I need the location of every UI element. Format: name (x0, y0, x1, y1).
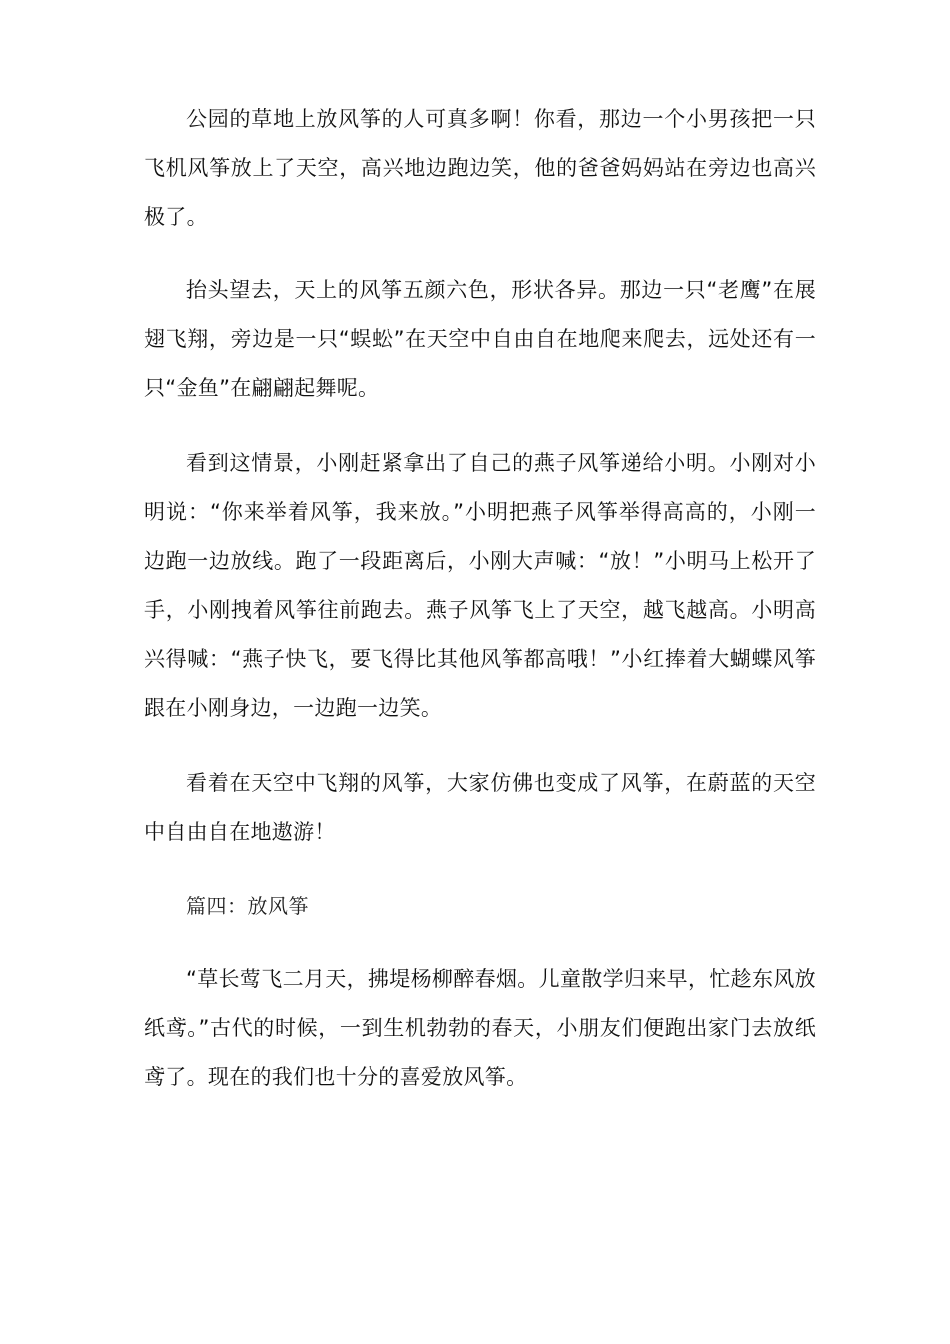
section-paragraph-1: “草长莺飞二月天，拂堤杨柳醉春烟。儿童散学归来早，忙趁东风放纸鸢。”古代的时候，一到生机勃勃的春天，小朋友们便跑出家门去放纸鸢了。现在的我们也十分的喜爱放风筝。 (144, 967, 816, 1089)
paragraph-4: 看着在天空中飞翔的风筝，大家仿佛也变成了风筝，在蔚蓝的天空中自由自在地遨游！ (144, 771, 816, 844)
paragraph-3: 看到这情景，小刚赶紧拿出了自己的燕子风筝递给小明。小刚对小明说：“你来举着风筝，我来放。”小明把燕子风筝举得高高的，小刚一边跑一边放线。跑了一段距离后，小刚大声喊：“放！”小明马上松开了手，小刚拽着风筝往前跑去。燕子风筝飞上了天空，越飞越高。小明高兴得喊：“燕子快飞，要飞得比其他风筝都高哦！”小红捧着大蝴蝶风筝跟在小刚身边，一边跑一边笑。 (144, 451, 816, 720)
paragraph-1: 公园的草地上放风筝的人可真多啊！你看，那边一个小男孩把一只飞机风筝放上了天空，高兴地边跑边笑，他的爸爸妈妈站在旁边也高兴极了。 (144, 107, 816, 229)
section-heading: 篇四：放风筝 (186, 894, 309, 918)
paragraph-2: 抬头望去，天上的风筝五颜六色，形状各异。那边一只“老鹰”在展翅飞翔，旁边是一只“蜈蚣”在天空中自由自在地爬来爬去，远处还有一只“金鱼”在翩翩起舞呢。 (144, 278, 816, 400)
